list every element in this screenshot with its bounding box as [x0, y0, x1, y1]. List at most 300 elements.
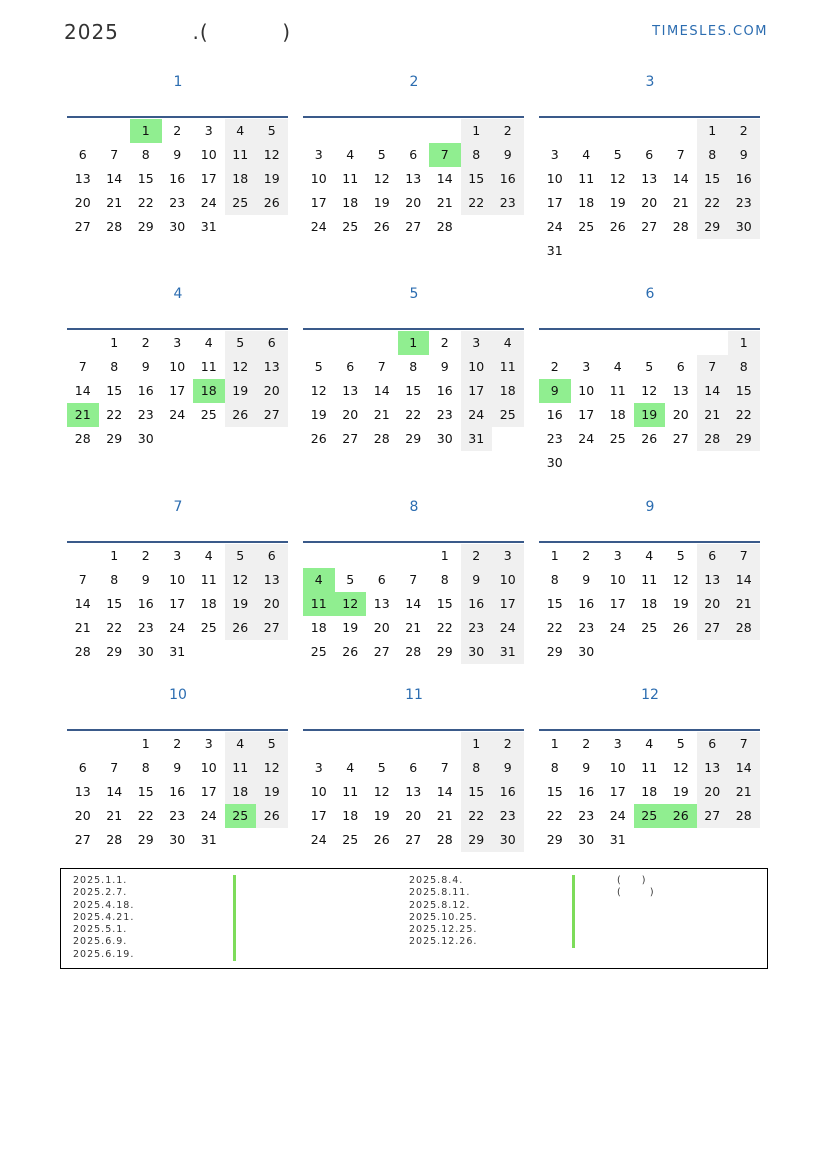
day-cell[interactable]: 31 — [200, 832, 217, 847]
day-cell[interactable]: 9 — [728, 143, 760, 167]
day-cell[interactable]: 23 — [578, 808, 595, 823]
day-cell[interactable]: 31 — [461, 427, 493, 451]
day-cell[interactable]: 3 — [173, 548, 182, 563]
day-cell[interactable]: 2 — [461, 544, 493, 568]
day-cell[interactable]: 12 — [373, 784, 390, 799]
day-cell[interactable]: 25 — [578, 219, 595, 234]
day-cell[interactable]: 13 — [256, 355, 288, 379]
day-cell[interactable]: 4 — [225, 732, 257, 756]
day-cell[interactable]: 1 — [110, 548, 119, 563]
day-cell[interactable]: 21 — [436, 195, 453, 210]
day-cell[interactable]: 7 — [440, 760, 449, 775]
day-cell[interactable]: 18 — [225, 780, 257, 804]
day-cell[interactable]: 9 — [141, 572, 150, 587]
day-cell[interactable]: 21 — [436, 808, 453, 823]
day-cell[interactable]: 11 — [200, 359, 217, 374]
day-cell[interactable]: 27 — [74, 219, 91, 234]
day-cell[interactable]: 22 — [728, 403, 760, 427]
day-cell[interactable]: 18 — [342, 195, 359, 210]
day-cell[interactable]: 20 — [697, 780, 729, 804]
day-cell[interactable]: 1 — [110, 335, 119, 350]
day-cell[interactable]: 8 — [697, 143, 729, 167]
day-cell[interactable]: 16 — [436, 383, 453, 398]
day-cell[interactable]: 27 — [405, 219, 422, 234]
day-cell[interactable]: 16 — [137, 596, 154, 611]
day-cell[interactable]: 26 — [609, 219, 626, 234]
day-cell[interactable]: 8 — [141, 760, 150, 775]
day-cell[interactable]: 15 — [436, 596, 453, 611]
day-cell[interactable]: 29 — [137, 219, 154, 234]
day-cell[interactable]: 6 — [645, 147, 654, 162]
day-cell[interactable]: 11 — [225, 143, 257, 167]
day-cell[interactable]: 4 — [204, 335, 213, 350]
day-cell[interactable]: 14 — [697, 379, 729, 403]
day-cell[interactable]: 5 — [256, 732, 288, 756]
day-cell[interactable]: 24 — [200, 808, 217, 823]
day-cell[interactable]: 30 — [546, 455, 563, 470]
day-cell[interactable]: 25 — [200, 407, 217, 422]
day-cell[interactable]: 29 — [461, 828, 493, 852]
day-cell[interactable]: 21 — [106, 195, 123, 210]
day-cell[interactable]: 1 — [728, 331, 760, 355]
day-cell[interactable]: 21 — [697, 403, 729, 427]
day-cell[interactable]: 15 — [137, 171, 154, 186]
day-cell[interactable]: 3 — [461, 331, 493, 355]
day-cell[interactable]: 9 — [173, 760, 182, 775]
day-cell[interactable]: 23 — [578, 620, 595, 635]
day-cell[interactable]: 4 — [204, 548, 213, 563]
day-cell[interactable]: 18 — [225, 167, 257, 191]
day-cell[interactable]: 2 — [492, 119, 524, 143]
day-cell[interactable]: 13 — [672, 383, 689, 398]
day-cell[interactable]: 23 — [492, 191, 524, 215]
day-cell[interactable]: 28 — [74, 431, 91, 446]
day-cell[interactable]: 19 — [342, 620, 359, 635]
day-cell[interactable]: 19 — [256, 780, 288, 804]
day-cell[interactable]: 10 — [169, 359, 186, 374]
holiday-day-cell[interactable]: 4 — [303, 568, 335, 592]
day-cell[interactable]: 30 — [578, 644, 595, 659]
day-cell[interactable]: 29 — [436, 644, 453, 659]
day-cell[interactable]: 25 — [200, 620, 217, 635]
day-cell[interactable]: 7 — [676, 147, 685, 162]
day-cell[interactable]: 8 — [141, 147, 150, 162]
day-cell[interactable]: 5 — [377, 760, 386, 775]
day-cell[interactable]: 9 — [461, 568, 493, 592]
day-cell[interactable]: 6 — [697, 544, 729, 568]
day-cell[interactable]: 1 — [461, 119, 493, 143]
day-cell[interactable]: 3 — [550, 147, 559, 162]
day-cell[interactable]: 23 — [436, 407, 453, 422]
day-cell[interactable]: 8 — [440, 572, 449, 587]
day-cell[interactable]: 17 — [169, 383, 186, 398]
day-cell[interactable]: 3 — [613, 548, 622, 563]
day-cell[interactable]: 18 — [609, 407, 626, 422]
day-cell[interactable]: 14 — [74, 596, 91, 611]
day-cell[interactable]: 2 — [173, 736, 182, 751]
day-cell[interactable]: 30 — [169, 832, 186, 847]
day-cell[interactable]: 14 — [373, 383, 390, 398]
day-cell[interactable]: 31 — [492, 640, 524, 664]
day-cell[interactable]: 3 — [314, 760, 323, 775]
day-cell[interactable]: 21 — [672, 195, 689, 210]
day-cell[interactable]: 12 — [373, 171, 390, 186]
day-cell[interactable]: 17 — [461, 379, 493, 403]
day-cell[interactable]: 6 — [256, 331, 288, 355]
day-cell[interactable]: 28 — [436, 832, 453, 847]
day-cell[interactable]: 25 — [609, 431, 626, 446]
day-cell[interactable]: 29 — [697, 215, 729, 239]
day-cell[interactable]: 23 — [169, 195, 186, 210]
day-cell[interactable]: 26 — [310, 431, 327, 446]
day-cell[interactable]: 22 — [546, 620, 563, 635]
day-cell[interactable]: 14 — [728, 568, 760, 592]
day-cell[interactable]: 14 — [672, 171, 689, 186]
day-cell[interactable]: 11 — [641, 760, 658, 775]
day-cell[interactable]: 10 — [492, 568, 524, 592]
day-cell[interactable]: 3 — [613, 736, 622, 751]
day-cell[interactable]: 28 — [436, 219, 453, 234]
day-cell[interactable]: 22 — [697, 191, 729, 215]
day-cell[interactable]: 13 — [74, 784, 91, 799]
day-cell[interactable]: 22 — [405, 407, 422, 422]
day-cell[interactable]: 11 — [641, 572, 658, 587]
day-cell[interactable]: 5 — [225, 544, 257, 568]
day-cell[interactable]: 31 — [169, 644, 186, 659]
day-cell[interactable]: 20 — [641, 195, 658, 210]
day-cell[interactable]: 21 — [405, 620, 422, 635]
holiday-day-cell[interactable]: 1 — [398, 331, 430, 355]
day-cell[interactable]: 9 — [582, 572, 591, 587]
day-cell[interactable]: 10 — [200, 147, 217, 162]
day-cell[interactable]: 28 — [373, 431, 390, 446]
day-cell[interactable]: 22 — [137, 195, 154, 210]
day-cell[interactable]: 27 — [256, 403, 288, 427]
day-cell[interactable]: 2 — [728, 119, 760, 143]
day-cell[interactable]: 17 — [200, 171, 217, 186]
day-cell[interactable]: 29 — [405, 431, 422, 446]
day-cell[interactable]: 20 — [256, 592, 288, 616]
day-cell[interactable]: 19 — [225, 379, 257, 403]
day-cell[interactable]: 23 — [137, 620, 154, 635]
day-cell[interactable]: 15 — [546, 784, 563, 799]
day-cell[interactable]: 4 — [225, 119, 257, 143]
day-cell[interactable]: 8 — [110, 572, 119, 587]
day-cell[interactable]: 10 — [169, 572, 186, 587]
holiday-day-cell[interactable]: 9 — [539, 379, 571, 403]
day-cell[interactable]: 10 — [310, 784, 327, 799]
day-cell[interactable]: 14 — [405, 596, 422, 611]
day-cell[interactable]: 26 — [373, 219, 390, 234]
day-cell[interactable]: 22 — [461, 804, 493, 828]
day-cell[interactable]: 26 — [256, 191, 288, 215]
day-cell[interactable]: 14 — [74, 383, 91, 398]
day-cell[interactable]: 17 — [609, 596, 626, 611]
day-cell[interactable]: 29 — [728, 427, 760, 451]
day-cell[interactable]: 2 — [440, 335, 449, 350]
day-cell[interactable]: 18 — [310, 620, 327, 635]
day-cell[interactable]: 24 — [492, 616, 524, 640]
day-cell[interactable]: 17 — [578, 407, 595, 422]
day-cell[interactable]: 27 — [641, 219, 658, 234]
day-cell[interactable]: 1 — [697, 119, 729, 143]
day-cell[interactable]: 25 — [225, 191, 257, 215]
day-cell[interactable]: 22 — [137, 808, 154, 823]
day-cell[interactable]: 5 — [346, 572, 355, 587]
day-cell[interactable]: 11 — [342, 171, 359, 186]
day-cell[interactable]: 11 — [578, 171, 595, 186]
day-cell[interactable]: 6 — [676, 359, 685, 374]
day-cell[interactable]: 5 — [676, 736, 685, 751]
day-cell[interactable]: 26 — [373, 832, 390, 847]
day-cell[interactable]: 26 — [225, 403, 257, 427]
day-cell[interactable]: 27 — [672, 431, 689, 446]
day-cell[interactable]: 7 — [110, 760, 119, 775]
day-cell[interactable]: 19 — [672, 784, 689, 799]
day-cell[interactable]: 31 — [546, 243, 563, 258]
day-cell[interactable]: 30 — [728, 215, 760, 239]
day-cell[interactable]: 12 — [310, 383, 327, 398]
day-cell[interactable]: 15 — [405, 383, 422, 398]
day-cell[interactable]: 18 — [492, 379, 524, 403]
day-cell[interactable]: 13 — [641, 171, 658, 186]
day-cell[interactable]: 7 — [78, 359, 87, 374]
day-cell[interactable]: 30 — [578, 832, 595, 847]
holiday-day-cell[interactable]: 21 — [67, 403, 99, 427]
day-cell[interactable]: 24 — [169, 620, 186, 635]
day-cell[interactable]: 8 — [550, 760, 559, 775]
holiday-day-cell[interactable]: 1 — [130, 119, 162, 143]
day-cell[interactable]: 7 — [697, 355, 729, 379]
day-cell[interactable]: 15 — [106, 596, 123, 611]
day-cell[interactable]: 19 — [310, 407, 327, 422]
day-cell[interactable]: 11 — [609, 383, 626, 398]
day-cell[interactable]: 23 — [461, 616, 493, 640]
day-cell[interactable]: 5 — [314, 359, 323, 374]
day-cell[interactable]: 9 — [173, 147, 182, 162]
day-cell[interactable]: 30 — [492, 828, 524, 852]
day-cell[interactable]: 11 — [492, 355, 524, 379]
day-cell[interactable]: 21 — [106, 808, 123, 823]
day-cell[interactable]: 7 — [78, 572, 87, 587]
day-cell[interactable]: 24 — [200, 195, 217, 210]
day-cell[interactable]: 13 — [74, 171, 91, 186]
day-cell[interactable]: 28 — [697, 427, 729, 451]
day-cell[interactable]: 23 — [137, 407, 154, 422]
day-cell[interactable]: 1 — [461, 732, 493, 756]
day-cell[interactable]: 20 — [405, 195, 422, 210]
day-cell[interactable]: 26 — [672, 620, 689, 635]
day-cell[interactable]: 11 — [225, 756, 257, 780]
day-cell[interactable]: 25 — [310, 644, 327, 659]
day-cell[interactable]: 25 — [641, 620, 658, 635]
day-cell[interactable]: 28 — [728, 616, 760, 640]
day-cell[interactable]: 19 — [256, 167, 288, 191]
day-cell[interactable]: 2 — [582, 548, 591, 563]
day-cell[interactable]: 30 — [137, 431, 154, 446]
day-cell[interactable]: 21 — [728, 592, 760, 616]
day-cell[interactable]: 29 — [546, 832, 563, 847]
day-cell[interactable]: 14 — [728, 756, 760, 780]
day-cell[interactable]: 17 — [492, 592, 524, 616]
day-cell[interactable]: 18 — [641, 784, 658, 799]
day-cell[interactable]: 20 — [342, 407, 359, 422]
holiday-day-cell[interactable]: 25 — [225, 804, 257, 828]
day-cell[interactable]: 23 — [492, 804, 524, 828]
day-cell[interactable]: 17 — [310, 195, 327, 210]
day-cell[interactable]: 7 — [728, 732, 760, 756]
day-cell[interactable]: 23 — [546, 431, 563, 446]
day-cell[interactable]: 16 — [546, 407, 563, 422]
day-cell[interactable]: 10 — [578, 383, 595, 398]
day-cell[interactable]: 4 — [645, 548, 654, 563]
day-cell[interactable]: 29 — [106, 431, 123, 446]
day-cell[interactable]: 29 — [106, 644, 123, 659]
day-cell[interactable]: 13 — [697, 756, 729, 780]
day-cell[interactable]: 2 — [492, 732, 524, 756]
day-cell[interactable]: 26 — [256, 804, 288, 828]
day-cell[interactable]: 20 — [256, 379, 288, 403]
day-cell[interactable]: 5 — [256, 119, 288, 143]
day-cell[interactable]: 20 — [74, 808, 91, 823]
day-cell[interactable]: 20 — [373, 620, 390, 635]
day-cell[interactable]: 21 — [373, 407, 390, 422]
day-cell[interactable]: 2 — [582, 736, 591, 751]
day-cell[interactable]: 19 — [609, 195, 626, 210]
day-cell[interactable]: 20 — [672, 407, 689, 422]
day-cell[interactable]: 10 — [310, 171, 327, 186]
day-cell[interactable]: 31 — [609, 832, 626, 847]
day-cell[interactable]: 24 — [169, 407, 186, 422]
site-logo-link[interactable]: TIMESLES.COM — [652, 24, 768, 39]
day-cell[interactable]: 20 — [405, 808, 422, 823]
day-cell[interactable]: 6 — [256, 544, 288, 568]
day-cell[interactable]: 11 — [342, 784, 359, 799]
day-cell[interactable]: 17 — [169, 596, 186, 611]
day-cell[interactable]: 3 — [173, 335, 182, 350]
day-cell[interactable]: 26 — [225, 616, 257, 640]
day-cell[interactable]: 25 — [342, 219, 359, 234]
day-cell[interactable]: 22 — [106, 407, 123, 422]
day-cell[interactable]: 27 — [74, 832, 91, 847]
day-cell[interactable]: 9 — [492, 143, 524, 167]
day-cell[interactable]: 15 — [546, 596, 563, 611]
day-cell[interactable]: 17 — [546, 195, 563, 210]
day-cell[interactable]: 4 — [582, 147, 591, 162]
day-cell[interactable]: 6 — [409, 147, 418, 162]
day-cell[interactable]: 28 — [74, 644, 91, 659]
day-cell[interactable]: 12 — [641, 383, 658, 398]
day-cell[interactable]: 16 — [169, 784, 186, 799]
day-cell[interactable]: 16 — [578, 596, 595, 611]
day-cell[interactable]: 12 — [672, 760, 689, 775]
day-cell[interactable]: 23 — [169, 808, 186, 823]
day-cell[interactable]: 4 — [613, 359, 622, 374]
day-cell[interactable]: 10 — [546, 171, 563, 186]
day-cell[interactable]: 6 — [377, 572, 386, 587]
day-cell[interactable]: 15 — [697, 167, 729, 191]
day-cell[interactable]: 10 — [461, 355, 493, 379]
day-cell[interactable]: 25 — [342, 832, 359, 847]
day-cell[interactable]: 5 — [225, 331, 257, 355]
day-cell[interactable]: 7 — [409, 572, 418, 587]
day-cell[interactable]: 17 — [609, 784, 626, 799]
holiday-day-cell[interactable]: 25 — [634, 804, 666, 828]
day-cell[interactable]: 22 — [106, 620, 123, 635]
day-cell[interactable]: 1 — [550, 548, 559, 563]
day-cell[interactable]: 20 — [697, 592, 729, 616]
day-cell[interactable]: 22 — [461, 191, 493, 215]
day-cell[interactable]: 18 — [200, 596, 217, 611]
day-cell[interactable]: 6 — [346, 359, 355, 374]
day-cell[interactable]: 16 — [169, 171, 186, 186]
holiday-day-cell[interactable]: 19 — [634, 403, 666, 427]
day-cell[interactable]: 24 — [310, 219, 327, 234]
day-cell[interactable]: 13 — [405, 171, 422, 186]
day-cell[interactable]: 24 — [546, 219, 563, 234]
day-cell[interactable]: 3 — [582, 359, 591, 374]
day-cell[interactable]: 13 — [256, 568, 288, 592]
day-cell[interactable]: 2 — [173, 123, 182, 138]
day-cell[interactable]: 8 — [728, 355, 760, 379]
day-cell[interactable]: 18 — [641, 596, 658, 611]
day-cell[interactable]: 30 — [137, 644, 154, 659]
day-cell[interactable]: 8 — [409, 359, 418, 374]
day-cell[interactable]: 12 — [672, 572, 689, 587]
day-cell[interactable]: 6 — [409, 760, 418, 775]
day-cell[interactable]: 18 — [578, 195, 595, 210]
day-cell[interactable]: 27 — [373, 644, 390, 659]
day-cell[interactable]: 15 — [137, 784, 154, 799]
day-cell[interactable]: 4 — [346, 147, 355, 162]
day-cell[interactable]: 13 — [373, 596, 390, 611]
day-cell[interactable]: 19 — [373, 808, 390, 823]
day-cell[interactable]: 19 — [672, 596, 689, 611]
day-cell[interactable]: 3 — [314, 147, 323, 162]
day-cell[interactable]: 23 — [728, 191, 760, 215]
day-cell[interactable]: 22 — [436, 620, 453, 635]
day-cell[interactable]: 6 — [78, 760, 87, 775]
day-cell[interactable]: 5 — [377, 147, 386, 162]
day-cell[interactable]: 3 — [492, 544, 524, 568]
day-cell[interactable]: 1 — [440, 548, 449, 563]
day-cell[interactable]: 30 — [169, 219, 186, 234]
day-cell[interactable]: 7 — [110, 147, 119, 162]
day-cell[interactable]: 4 — [346, 760, 355, 775]
day-cell[interactable]: 5 — [645, 359, 654, 374]
day-cell[interactable]: 12 — [256, 143, 288, 167]
day-cell[interactable]: 21 — [74, 620, 91, 635]
day-cell[interactable]: 13 — [405, 784, 422, 799]
day-cell[interactable]: 10 — [609, 760, 626, 775]
day-cell[interactable]: 9 — [440, 359, 449, 374]
day-cell[interactable]: 1 — [141, 736, 150, 751]
day-cell[interactable]: 28 — [405, 644, 422, 659]
day-cell[interactable]: 7 — [728, 544, 760, 568]
day-cell[interactable]: 12 — [225, 355, 257, 379]
day-cell[interactable]: 5 — [676, 548, 685, 563]
day-cell[interactable]: 12 — [256, 756, 288, 780]
holiday-day-cell[interactable]: 11 — [303, 592, 335, 616]
day-cell[interactable]: 28 — [728, 804, 760, 828]
day-cell[interactable]: 27 — [697, 616, 729, 640]
day-cell[interactable]: 24 — [609, 620, 626, 635]
day-cell[interactable]: 11 — [200, 572, 217, 587]
day-cell[interactable]: 9 — [492, 756, 524, 780]
day-cell[interactable]: 26 — [342, 644, 359, 659]
day-cell[interactable]: 18 — [342, 808, 359, 823]
day-cell[interactable]: 15 — [106, 383, 123, 398]
